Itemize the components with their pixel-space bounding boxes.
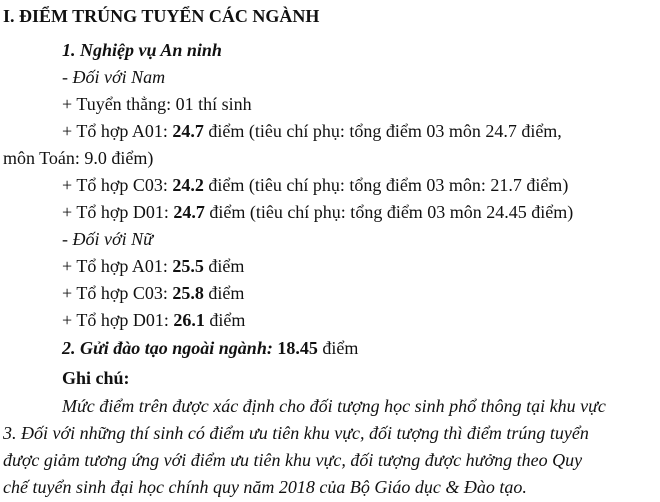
score-value: 24.2 (172, 175, 204, 195)
score-line-d01-female (62, 308, 245, 332)
score-prefix: + Tổ hợp A01: (62, 256, 173, 276)
female-label: - Đối với Nữ (62, 229, 153, 249)
note-title: Ghi chú: (62, 368, 130, 388)
score-line-a01-female (62, 254, 244, 278)
score-suffix: điểm (203, 256, 245, 276)
score-line-a01-male (62, 119, 562, 143)
score-line-a01-continuation: môn Toán: 9.0 điểm) (3, 148, 154, 168)
score-value: 18.45 (277, 338, 318, 358)
score-prefix: + Tổ hợp D01: (62, 202, 174, 222)
score-suffix: điểm (tiêu chí phụ: tổng điểm 03 môn 24.7 điểm, (203, 121, 562, 141)
score-suffix: điểm (203, 283, 245, 303)
score-line-d01-male (62, 200, 573, 224)
note-line: Mức điểm trên được xác định cho đối tượng học sinh phổ thông tại khu vực (62, 396, 606, 416)
direct-admission-line: + Tuyển thẳng: 01 thí sinh (62, 94, 252, 114)
score-prefix: + Tổ hợp D01: (62, 310, 174, 330)
score-line-c03-male (62, 173, 568, 197)
score-value: 24.7 (173, 202, 205, 222)
note-line: được giảm tương ứng với điểm ưu tiên khu vực, đối tượng được hưởng theo Quy (3, 450, 583, 470)
section-heading: I. ĐIỂM TRÚNG TUYỂN CÁC NGÀNH (3, 6, 320, 26)
score-prefix: + Tổ hợp C03: (62, 283, 173, 303)
subsection-title-security: 1. Nghiệp vụ An ninh (62, 40, 222, 60)
score-value: 26.1 (173, 310, 205, 330)
score-prefix: + Tổ hợp C03: (62, 175, 173, 195)
male-label: - Đối với Nam (62, 67, 166, 87)
score-suffix: điểm (204, 310, 246, 330)
subsection-label: 2. Gửi đào tạo ngoài ngành: (62, 338, 278, 358)
score-line-c03-female (62, 281, 244, 305)
score-prefix: + Tổ hợp A01: (62, 121, 173, 141)
score-value: 25.5 (172, 256, 204, 276)
subsection-title-outside-training (62, 336, 358, 360)
score-value: 25.8 (172, 283, 204, 303)
note-line: chế tuyển sinh đại học chính quy năm 2018 của Bộ Giáo dục & Đào tạo. (3, 477, 527, 497)
score-suffix: điểm (317, 338, 359, 358)
score-suffix: điểm (tiêu chí phụ: tổng điểm 03 môn 24.45 điểm) (204, 202, 574, 222)
score-value: 24.7 (172, 121, 204, 141)
score-suffix: điểm (tiêu chí phụ: tổng điểm 03 môn: 21.7 điểm) (203, 175, 569, 195)
note-line: 3. Đối với những thí sinh có điểm ưu tiên khu vực, đối tượng thì điểm trúng tuyển (3, 423, 589, 443)
